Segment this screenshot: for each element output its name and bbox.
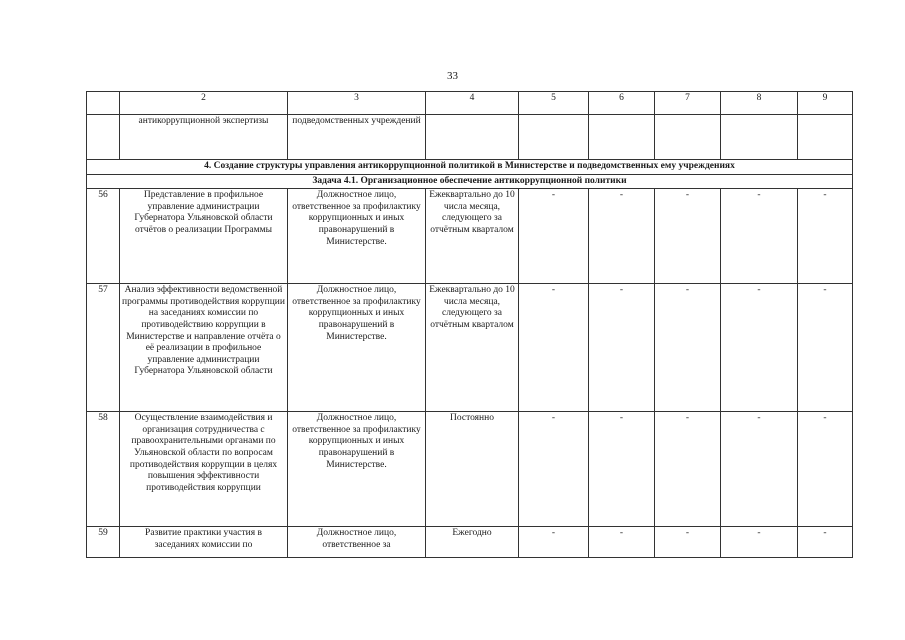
header-col-8: 8 xyxy=(721,92,798,115)
row-col9: - xyxy=(798,527,853,558)
row-responsible: Должностное лицо, ответственное за xyxy=(288,527,426,558)
page-number: 33 xyxy=(447,70,458,82)
row-col6: - xyxy=(589,527,655,558)
task-row xyxy=(87,174,853,189)
row-measure: Представление в профильное управление администрации Губернатора Ульяновской области отчётов о реализации Программы xyxy=(120,189,288,284)
cell-deadline xyxy=(426,115,519,160)
row-col7: - xyxy=(655,527,721,558)
row-number: 56 xyxy=(87,189,120,284)
table-row xyxy=(87,189,853,284)
row-responsible: Должностное лицо, ответственное за профилактику коррупционных и иных правонарушений в Министерстве. xyxy=(288,284,426,412)
row-col6: - xyxy=(589,189,655,284)
table-row xyxy=(87,284,853,412)
row-col7: - xyxy=(655,189,721,284)
section-row xyxy=(87,160,853,175)
row-col8: - xyxy=(721,284,798,412)
row-responsible: Должностное лицо, ответственное за профилактику коррупционных и иных правонарушений в Министерстве. xyxy=(288,189,426,284)
table-row xyxy=(87,412,853,527)
header-col-6: 6 xyxy=(589,92,655,115)
cell-responsible: подведомственных учреждений xyxy=(288,115,426,160)
task-title: Задача 4.1. Организационное обеспечение антикоррупционной политики xyxy=(87,174,853,189)
row-responsible: Должностное лицо, ответственное за профилактику коррупционных и иных правонарушений в Министерстве. xyxy=(288,412,426,527)
row-col9: - xyxy=(798,189,853,284)
cell-c5 xyxy=(519,115,589,160)
row-deadline: Ежегодно xyxy=(426,527,519,558)
row-col8: - xyxy=(721,189,798,284)
row-col9: - xyxy=(798,412,853,527)
row-number: 57 xyxy=(87,284,120,412)
row-col8: - xyxy=(721,412,798,527)
program-table xyxy=(86,91,853,558)
header-col-7: 7 xyxy=(655,92,721,115)
row-col9: - xyxy=(798,284,853,412)
row-measure: Анализ эффективности ведомственной программы противодействия коррупции на заседаниях комиссии по противодействию коррупции в Министерстве и направление отчёта о её реализации в профильное управление администрации Губернатора Ульяновской области xyxy=(120,284,288,412)
row-measure: Развитие практики участия в заседаниях комиссии по xyxy=(120,527,288,558)
header-col-2: 2 xyxy=(120,92,288,115)
row-col6: - xyxy=(589,412,655,527)
row-col5: - xyxy=(519,189,589,284)
header-row xyxy=(87,92,853,115)
cell-num xyxy=(87,115,120,160)
header-col-1 xyxy=(87,92,120,115)
table-row xyxy=(87,527,853,558)
row-measure: Осуществление взаимодействия и организация сотрудничества с правоохранительными органами по Ульяновской области по вопросам противодействия коррупции в целях повышения эффективности противодействия коррупции xyxy=(120,412,288,527)
continuation-row xyxy=(87,115,853,160)
cell-c8 xyxy=(721,115,798,160)
row-deadline: Ежеквартально до 10 числа месяца, следующего за отчётным кварталом xyxy=(426,189,519,284)
row-col5: - xyxy=(519,284,589,412)
header-col-4: 4 xyxy=(426,92,519,115)
header-col-3: 3 xyxy=(288,92,426,115)
row-deadline: Ежеквартально до 10 числа месяца, следующего за отчётным кварталом xyxy=(426,284,519,412)
row-number: 58 xyxy=(87,412,120,527)
cell-c9 xyxy=(798,115,853,160)
row-col5: - xyxy=(519,527,589,558)
row-col5: - xyxy=(519,412,589,527)
row-col6: - xyxy=(589,284,655,412)
row-col8: - xyxy=(721,527,798,558)
section-title: 4. Создание структуры управления антикоррупционной политикой в Министерстве и подведомственных ему учреждениях xyxy=(87,160,853,175)
header-col-9: 9 xyxy=(798,92,853,115)
row-deadline: Постоянно xyxy=(426,412,519,527)
row-col7: - xyxy=(655,284,721,412)
cell-measure: антикоррупционной экспертизы xyxy=(120,115,288,160)
cell-c7 xyxy=(655,115,721,160)
header-col-5: 5 xyxy=(519,92,589,115)
row-number: 59 xyxy=(87,527,120,558)
cell-c6 xyxy=(589,115,655,160)
row-col7: - xyxy=(655,412,721,527)
